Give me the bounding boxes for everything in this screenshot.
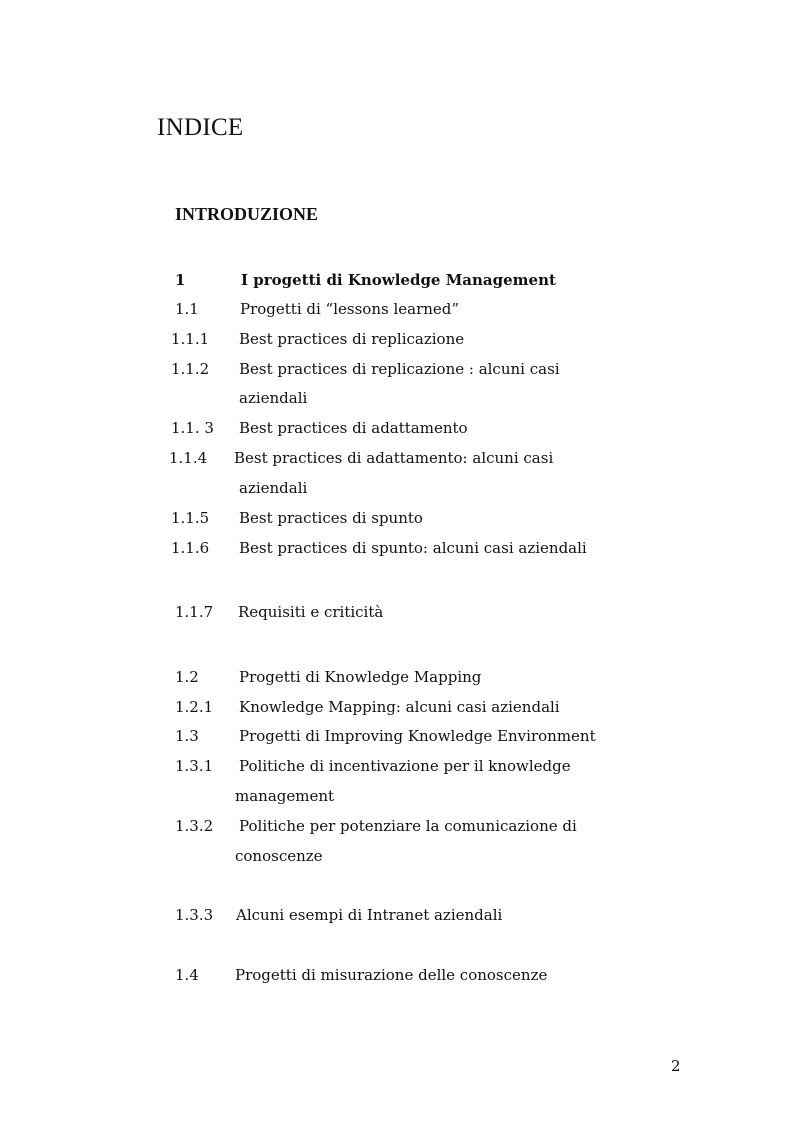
toc-entry-title: Requisiti e criticità xyxy=(238,603,384,621)
toc-entry-title-continuation: conoscenze xyxy=(235,847,323,865)
toc-entry-number: 1.1.7 xyxy=(175,603,214,621)
toc-entry-number: 1.1.1 xyxy=(171,330,210,348)
toc-entry-number: 1.2.1 xyxy=(175,698,214,716)
toc-entry-title: Politiche di incentivazione per il knowledge xyxy=(239,757,571,775)
toc-entry-title: Best practices di replicazione : alcuni casi xyxy=(239,360,560,378)
toc-entry-number: 1.4 xyxy=(175,966,199,984)
toc-entry-title: Best practices di spunto xyxy=(239,509,423,527)
toc-entry-title: Best practices di adattamento xyxy=(239,419,468,437)
toc-entry-number: 1.1 xyxy=(175,300,199,318)
toc-entry-number: 1.1.4 xyxy=(169,449,208,467)
toc-entry-title: Best practices di spunto: alcuni casi aziendali xyxy=(239,539,587,557)
toc-entry-title-continuation: aziendali xyxy=(239,479,308,497)
toc-entry-number: 1.3.2 xyxy=(175,817,214,835)
toc-entry-title-continuation: aziendali xyxy=(239,389,308,407)
toc-entry-number: 1.1.2 xyxy=(171,360,210,378)
toc-entry-title: Progetti di Improving Knowledge Environment xyxy=(239,727,596,745)
toc-entry-number: 1.3 xyxy=(175,727,199,745)
toc-entry-number: 1.3.3 xyxy=(175,906,214,924)
toc-chapter-number: 1 xyxy=(175,271,186,289)
toc-entry-title: Best practices di replicazione xyxy=(239,330,465,348)
toc-entry-title: Progetti di “lessons learned” xyxy=(240,300,460,318)
toc-entry-number: 1.1. 3 xyxy=(171,419,214,437)
toc-entry-number: 1.3.1 xyxy=(175,757,214,775)
toc-entry-number: 1.2 xyxy=(175,668,199,686)
toc-entry-title: Alcuni esempi di Intranet aziendali xyxy=(236,906,503,924)
toc-entry-number: 1.1.6 xyxy=(171,539,210,557)
toc-chapter-title: I progetti di Knowledge Management xyxy=(241,271,556,289)
toc-entry-title-continuation: management xyxy=(235,787,335,805)
toc-entry-title: Progetti di Knowledge Mapping xyxy=(239,668,482,686)
toc-entry-title: Politiche per potenziare la comunicazione di xyxy=(239,817,577,835)
toc-entry-title: Progetti di misurazione delle conoscenze xyxy=(235,966,548,984)
toc-entry-title: Knowledge Mapping: alcuni casi aziendali xyxy=(239,698,560,716)
toc-entry-number: 1.1.5 xyxy=(171,509,210,527)
page-title: INDICE xyxy=(157,114,244,141)
introduction-heading: INTRODUZIONE xyxy=(175,204,319,224)
toc-entry-title: Best practices di adattamento: alcuni casi xyxy=(234,449,554,467)
page-number: 2 xyxy=(671,1057,681,1075)
